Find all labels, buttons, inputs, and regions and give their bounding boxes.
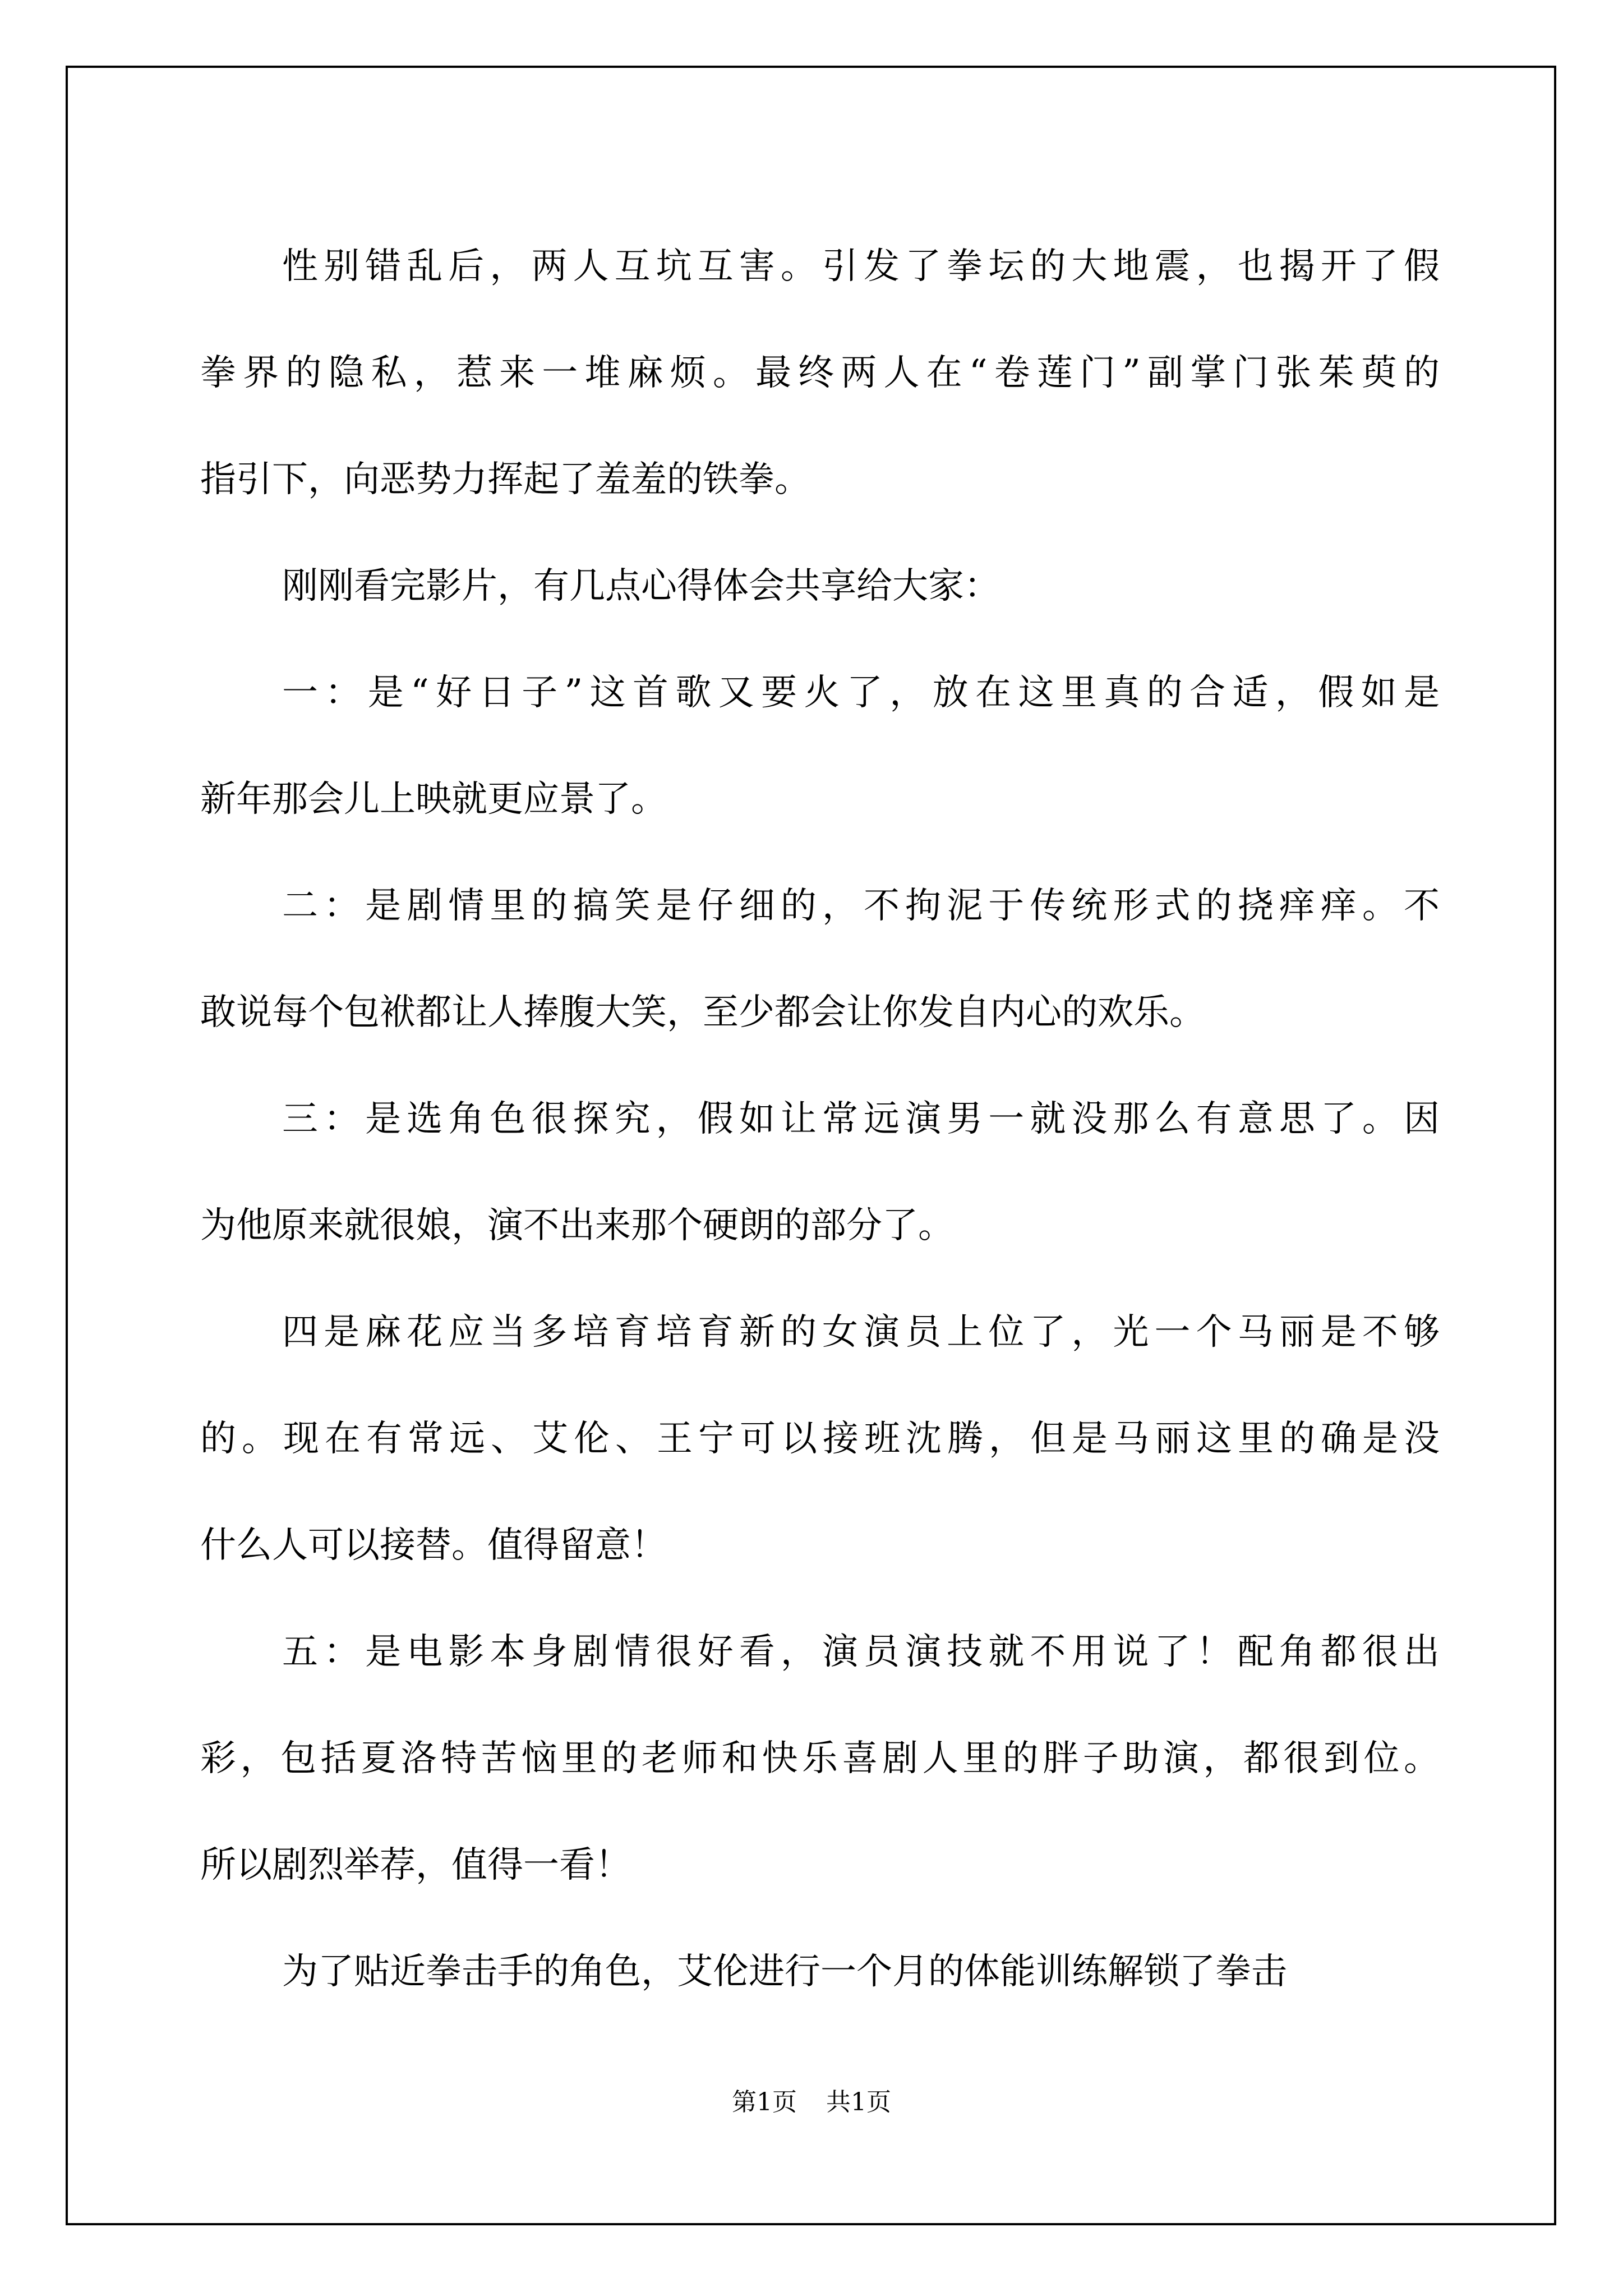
paragraph [200, 853, 1440, 1066]
paragraph [200, 1918, 1440, 2025]
page-number-total: 共1页 [826, 2088, 891, 2116]
text-line: 三：是选角色很探究，假如让常远演男一就没那么有意思了。因 [282, 1098, 1440, 1140]
document-body [200, 213, 1440, 2025]
page-number-current: 第1页 [732, 2088, 797, 2116]
text-line: 所以剧烈举荐，值得一看！ [200, 1844, 631, 1886]
paragraph [200, 533, 1440, 639]
text-line: 为了贴近拳击手的角色，艾伦进行一个月的体能训练解锁了拳击 [282, 1951, 1287, 1993]
text-line: 什么人可以接替。值得留意！ [200, 1525, 667, 1566]
text-line: 性别错乱后，两人互坑互害。引发了拳坛的大地震，也揭开了假 [282, 246, 1440, 287]
paragraph [200, 1279, 1440, 1599]
text-line: 指引下，向恶势力挥起了羞羞的铁拳。 [200, 459, 810, 500]
text-line: 新年那会儿上映就更应景了。 [200, 779, 667, 820]
page-footer [0, 2086, 1623, 2119]
text-line: 刚刚看完影片，有几点心得体会共享给大家： [282, 565, 1000, 607]
text-line: 敢说每个包袱都让人捧腹大笑，至少都会让你发自内心的欢乐。 [200, 992, 1205, 1033]
paragraph [200, 213, 1440, 533]
text-line: 五：是电影本身剧情很好看，演员演技就不用说了！配角都很出 [282, 1631, 1440, 1673]
paragraph [200, 1599, 1440, 1918]
text-line: 一：是“好日子”这首歌又要火了，放在这里真的合适，假如是 [282, 672, 1440, 714]
text-line: 四是麻花应当多培育培育新的女演员上位了，光一个马丽是不够 [282, 1312, 1440, 1353]
text-line: 的。现在有常远、艾伦、王宁可以接班沈腾，但是马丽这里的确是没 [200, 1418, 1440, 1460]
text-line: 二：是剧情里的搞笑是仔细的，不拘泥于传统形式的挠痒痒。不 [282, 885, 1440, 927]
paragraph [200, 1066, 1440, 1279]
text-line: 拳界的隐私，惹来一堆麻烦。最终两人在“卷莲门”副掌门张茱萸的 [200, 352, 1440, 394]
text-line: 彩，包括夏洛特苦恼里的老师和快乐喜剧人里的胖子助演，都很到位。 [200, 1738, 1440, 1779]
paragraph [200, 639, 1440, 853]
text-line: 为他原来就很娘，演不出来那个硬朗的部分了。 [200, 1205, 954, 1246]
